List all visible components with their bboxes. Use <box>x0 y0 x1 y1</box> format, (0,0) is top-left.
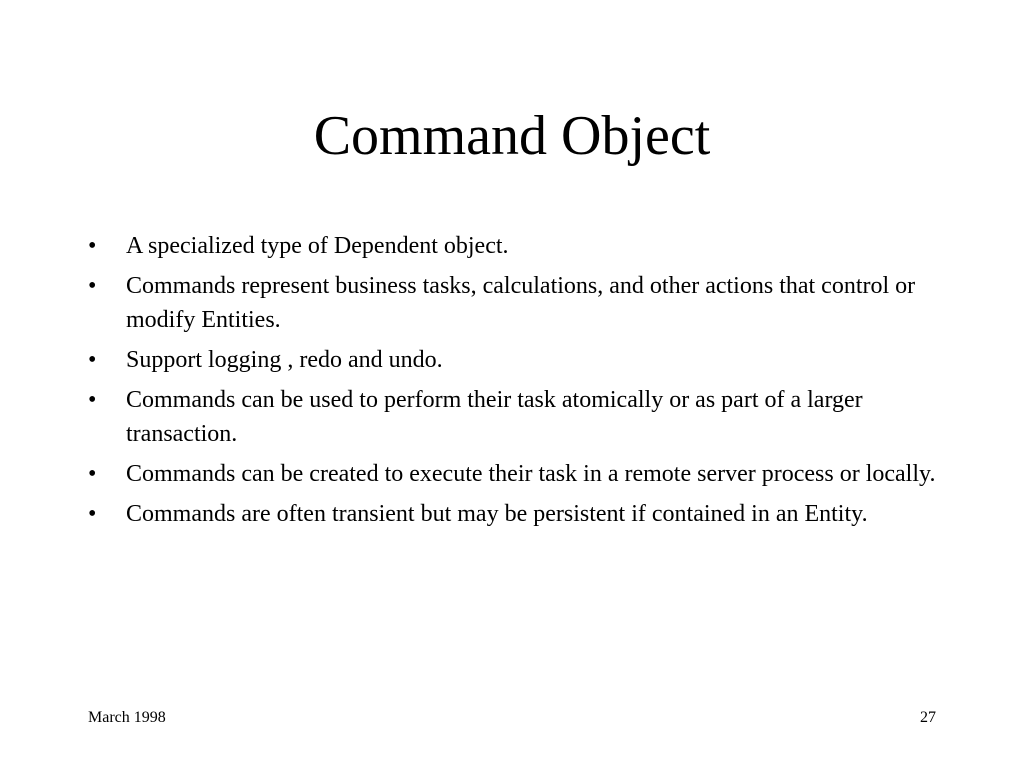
bullet-text: Commands are often transient but may be persistent if contained in an Entity. <box>126 501 868 527</box>
bullet-item <box>88 457 938 491</box>
bullet-text: Support logging , redo and undo. <box>126 347 443 373</box>
bullet-icon: • <box>88 461 97 487</box>
bullet-item <box>88 269 938 337</box>
bullet-item <box>88 383 938 451</box>
bullet-item <box>88 229 938 263</box>
bullet-text: A specialized type of Dependent object. <box>126 233 509 259</box>
bullet-icon: • <box>88 347 97 373</box>
bullet-text: Commands can be used to perform their task atomically or as part of a larger transaction. <box>126 387 863 447</box>
bullet-item <box>88 343 938 377</box>
bullet-list <box>88 229 938 537</box>
footer-date: March 1998 <box>88 709 166 726</box>
bullet-item <box>88 497 938 531</box>
bullet-icon: • <box>88 387 97 413</box>
bullet-icon: • <box>88 273 97 299</box>
bullet-icon: • <box>88 233 97 259</box>
bullet-icon: • <box>88 501 97 527</box>
page-number: 27 <box>920 709 936 726</box>
bullet-text: Commands can be created to execute their task in a remote server process or locally. <box>126 461 936 487</box>
slide-title: Command Object <box>313 105 711 167</box>
bullet-text: Commands represent business tasks, calculations, and other actions that control or modify Entities. <box>126 273 916 333</box>
